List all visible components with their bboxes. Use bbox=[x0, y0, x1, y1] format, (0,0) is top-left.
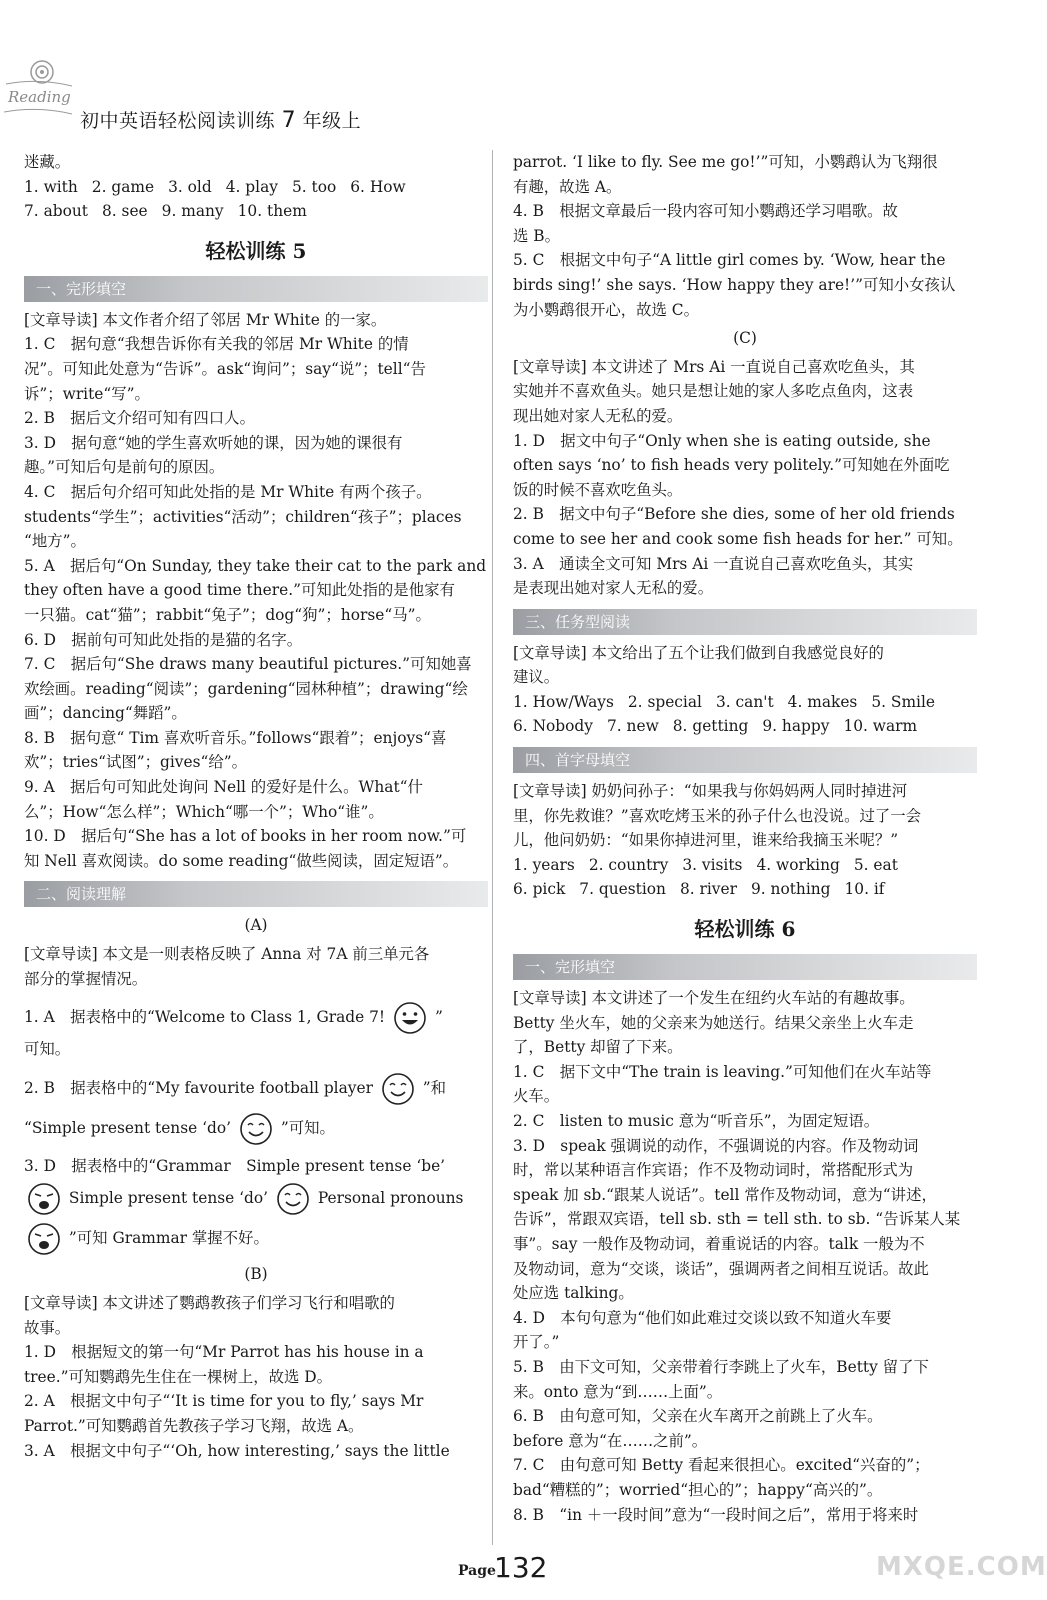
text-span: ”和 bbox=[422, 1078, 447, 1097]
text-line: 火车。 bbox=[513, 1087, 560, 1106]
text-line: [文章导读] 本文讲述了 Mrs Ai 一直说自己喜欢吃鱼头，其 bbox=[513, 357, 915, 376]
grade-number: 7 bbox=[281, 108, 297, 133]
text-line: [文章导读] 本文给出了五个让我们做到自我感觉良好的 bbox=[513, 643, 884, 662]
answer-item: 3. old bbox=[168, 177, 212, 196]
lesson-heading: 轻松训练 6 bbox=[694, 917, 796, 942]
answer-a2-line2 bbox=[24, 1108, 488, 1148]
text-line: 么”；How“怎么样”；Which“哪一个”；Who“谁”。 bbox=[24, 802, 384, 821]
text-line: 1. D 根据短文的第一句“Mr Parrot has his house in a bbox=[24, 1343, 424, 1362]
text-line: 为小鹦鹉很开心，故选 C。 bbox=[513, 300, 699, 319]
answer-item: 1. with bbox=[24, 177, 78, 196]
text-line: Betty 坐火车，她的父亲来为她送行。结果父亲坐上火车走 bbox=[513, 1013, 914, 1032]
text-span: 1. A 据表格中的“Welcome to Class 1, Grade 7! bbox=[24, 1008, 386, 1027]
page-number: 132 bbox=[494, 1551, 548, 1584]
cloze-explanations bbox=[24, 308, 488, 874]
answer-item: 5. eat bbox=[853, 855, 898, 874]
answer-row bbox=[513, 877, 977, 902]
answer-item: 6. Nobody bbox=[513, 717, 593, 736]
text-line: tree.”可知鹦鹉先生住在一棵树上，故选 D。 bbox=[24, 1367, 333, 1386]
text-line: 3. D speak 强调说的动作，不强调说的内容。作及物动词 bbox=[513, 1136, 919, 1155]
answer-item: 7. new bbox=[606, 717, 659, 736]
answer-item: 3. can't bbox=[715, 692, 774, 711]
text-line: 儿，他问奶奶：“如果你掉进河里，谁来给我摘玉米呢？” bbox=[513, 831, 899, 850]
text-span: ”可知。 bbox=[280, 1118, 335, 1137]
answer-row bbox=[24, 199, 488, 224]
answer-item: 8. see bbox=[101, 202, 148, 221]
section-title: 二、阅读理解 bbox=[36, 885, 127, 904]
text-line: 5. A 据后句“On Sunday, they take their cat to the park and bbox=[24, 556, 487, 575]
left-column bbox=[24, 150, 488, 1463]
answer-item: 6. How bbox=[350, 177, 406, 196]
cloze-explanations bbox=[513, 986, 977, 1527]
text-line: 实她并不喜欢鱼头。她只是想让她的家人多吃点鱼肉，这表 bbox=[513, 382, 914, 401]
text-line: 是表现出她对家人无私的爱。 bbox=[513, 579, 714, 598]
column-divider bbox=[492, 150, 493, 1545]
answer-item: 7. question bbox=[579, 880, 666, 899]
answer-item: 9. many bbox=[161, 202, 224, 221]
passage-label: (C) bbox=[733, 329, 757, 348]
text-line: [文章导读] 奶奶问孙子：“如果我与你妈妈两人同时掉进河 bbox=[513, 782, 908, 801]
text-line: 4. C 据后句介绍可知此处指的是 Mr White 有两个孩子。 bbox=[24, 482, 432, 501]
text-line: 5. B 由下文可知，父亲带着行李跳上了火车，Betty 留了下 bbox=[513, 1357, 929, 1376]
text-line: bad“糟糕的”；worried“担心的”；happy“高兴的”。 bbox=[513, 1480, 883, 1499]
text-line: [文章导读] 本文讲述了鹦鹉教孩子们学习飞行和唱歌的 bbox=[24, 1294, 395, 1312]
section-banner bbox=[24, 276, 488, 302]
answer-item: 10. if bbox=[844, 880, 885, 899]
text-line: 1. C 据下文中“The train is leaving.”可知他们在火车站等 bbox=[513, 1062, 932, 1081]
text-line: 5. C 根据文中句子“A little girl comes by. ‘Wow, hear the bbox=[513, 251, 946, 270]
text-line: 告诉”，常跟双宾语，tell sb. sth = tell sth. to sb. “告诉某人某 bbox=[513, 1210, 961, 1229]
passage-c-explanations bbox=[513, 355, 977, 601]
answer-item: 7. about bbox=[24, 202, 88, 221]
text-line: 有趣，故选 A。 bbox=[513, 177, 622, 196]
text-line: parrot. ‘I like to fly. See me go!’”可知，小鹦鹉认为飞翔很 bbox=[513, 153, 938, 171]
section-banner bbox=[513, 954, 977, 980]
text-line: [文章导读] 本文作者介绍了邻居 Mr White 的一家。 bbox=[24, 310, 387, 329]
text-line: 选 B。 bbox=[513, 226, 560, 245]
passage-b-continued bbox=[513, 150, 977, 322]
text-span: ” bbox=[434, 1008, 443, 1027]
text-line: speak 加 sb.“跟某人说话”。tell 常作及物动词，意为“讲述， bbox=[513, 1185, 937, 1204]
answer-a3-line3 bbox=[24, 1218, 488, 1258]
text-line: 2. A 根据文中句子“‘It is time for you to fly,’ says Mr bbox=[24, 1392, 424, 1411]
text-line: 来。onto 意为“到……上面”。 bbox=[513, 1382, 723, 1401]
answer-item: 1. years bbox=[513, 855, 575, 874]
answer-a2 bbox=[24, 1068, 488, 1108]
text-line: 一只猫。cat“猫”；rabbit“兔子”；dog“狗”；horse“马”。 bbox=[24, 605, 431, 624]
reading-logo-icon bbox=[2, 58, 74, 128]
text-line: 趣。”可知后句是前句的原因。 bbox=[24, 458, 225, 477]
answer-item: 5. Smile bbox=[871, 692, 936, 711]
sad-face-icon bbox=[27, 1222, 61, 1256]
text-line: 处应选 talking。 bbox=[513, 1284, 634, 1303]
answer-item: 8. getting bbox=[672, 717, 749, 736]
sad-face-icon bbox=[27, 1182, 61, 1216]
text-line: 4. D 本句句意为“他们如此难过交谈以致不知道火车要 bbox=[513, 1308, 892, 1327]
text-span: “Simple present tense ‘do’ bbox=[24, 1118, 232, 1137]
text-span: 2. B 据表格中的“My favourite football player bbox=[24, 1078, 373, 1097]
text-line: 现出她对家人无私的爱。 bbox=[513, 406, 683, 425]
text-line: 欢”；tries“试图”；gives“给”。 bbox=[24, 753, 248, 772]
answer-item: 6. pick bbox=[513, 880, 566, 899]
grade-suffix: 年级上 bbox=[302, 110, 362, 132]
answer-row bbox=[24, 175, 488, 200]
answer-a3-line2 bbox=[24, 1178, 488, 1218]
smile-face-icon bbox=[239, 1112, 273, 1146]
text-line: 2. B 据文中句子“Before she dies, some of her old friends bbox=[513, 505, 955, 524]
text-line: 时，常以某种语言作宾语；作不及物动词时，常搭配形式为 bbox=[513, 1161, 914, 1180]
section-banner bbox=[513, 609, 977, 635]
text-line: 1. D 据文中句子“Only when she is eating outside, she bbox=[513, 431, 931, 450]
text-line: 饭的时候不喜欢吃鱼头。 bbox=[513, 480, 683, 499]
text-line: 可知。 bbox=[24, 1040, 71, 1059]
answer-row bbox=[513, 690, 977, 715]
text-line: 建议。 bbox=[513, 668, 560, 687]
answer-row bbox=[513, 714, 977, 739]
page-footer bbox=[0, 1545, 996, 1600]
text-span: ”可知 Grammar 掌握不好。 bbox=[68, 1229, 269, 1248]
book-title bbox=[80, 106, 361, 133]
page-header bbox=[0, 0, 996, 150]
text-span: Personal pronouns bbox=[317, 1189, 464, 1208]
text-line: 7. C 由句意可知 Betty 看起来很担心。excited“兴奋的”； bbox=[513, 1456, 930, 1475]
text-line: they often have a good time there.”可知此处指的是他家有 bbox=[24, 581, 455, 600]
text-line: 3. A 根据文中句子“‘Oh, how interesting,’ says the little bbox=[24, 1441, 450, 1460]
section-title: 三、任务型阅读 bbox=[525, 612, 631, 631]
answer-item: 4. working bbox=[756, 855, 840, 874]
text-line: 3. A 通读全文可知 Mrs Ai 一直说自己喜欢吃鱼头，其实 bbox=[513, 554, 914, 573]
initial-letter-intro bbox=[513, 779, 977, 853]
answer-item: 10. warm bbox=[843, 717, 918, 736]
text-line: 了，Betty 却留了下来。 bbox=[513, 1038, 683, 1057]
answer-item: 9. happy bbox=[762, 717, 830, 736]
passage-label: (A) bbox=[244, 916, 268, 935]
text-line: 欢绘画。reading“阅读”；gardening“园林种植”；drawing“绘 bbox=[24, 679, 468, 698]
section-banner bbox=[24, 881, 488, 907]
text-line: 故事。 bbox=[24, 1318, 71, 1337]
text-line: [文章导读] 本文是一则表格反映了 Anna 对 7A 前三单元各 bbox=[24, 945, 430, 964]
text-line: Parrot.”可知鹦鹉首先教孩子学习飞翔，故选 A。 bbox=[24, 1416, 364, 1435]
text-line: 3. D 据表格中的“Grammar Simple present tense ‘be’ bbox=[24, 1156, 446, 1175]
answer-item: 2. game bbox=[91, 177, 155, 196]
lesson-heading: 轻松训练 5 bbox=[205, 238, 307, 263]
section-title: 一、完形填空 bbox=[36, 279, 127, 298]
text-line: 10. D 据后句“She has a lot of books in her room now.”可 bbox=[24, 827, 467, 846]
text-line: 6. B 由句意可知，父亲在火车离开之前跳上了火车。 bbox=[513, 1407, 883, 1426]
answer-a1 bbox=[24, 997, 488, 1037]
answer-item: 4. play bbox=[225, 177, 278, 196]
right-column bbox=[513, 150, 977, 1527]
answer-item: 10. them bbox=[237, 202, 307, 221]
text-line: 8. B “in ＋一段时间”意为“一段时间之后”，常用于将来时 bbox=[513, 1505, 919, 1524]
text-line: 开了。” bbox=[513, 1333, 560, 1352]
text-line: 诉”；write“写”。 bbox=[24, 384, 150, 403]
text-span: Simple present tense ‘do’ bbox=[68, 1189, 269, 1208]
text-line: 4. B 根据文章最后一段内容可知小鹦鹉还学习唱歌。故 bbox=[513, 202, 898, 221]
text-line: students“学生”；activities“活动”；children“孩子”；places bbox=[24, 507, 462, 526]
text-line: 6. D 据前句可知此处指的是猫的名字。 bbox=[24, 630, 303, 649]
page-label: Page bbox=[458, 1563, 496, 1579]
text-line: “地方”。 bbox=[24, 532, 86, 551]
answer-row bbox=[513, 853, 977, 878]
book-title-text: 初中英语轻松阅读训练 bbox=[80, 110, 276, 132]
text-line: 9. A 据后句可知此处询问 Nell 的爱好是什么。What“什 bbox=[24, 778, 423, 797]
passage-b-explanations bbox=[24, 1291, 488, 1463]
text-line: 事”。say 一般作及物动词，着重说话的内容。talk 一般为不 bbox=[513, 1234, 925, 1253]
answer-item: 3. visits bbox=[682, 855, 743, 874]
answer-item: 4. makes bbox=[787, 692, 858, 711]
section-title: 四、首字母填空 bbox=[525, 751, 631, 770]
answer-item: 5. too bbox=[291, 177, 337, 196]
answer-item: 1. How/Ways bbox=[513, 692, 614, 711]
text-line: [文章导读] 本文讲述了一个发生在纽约火车站的有趣故事。 bbox=[513, 989, 915, 1008]
answer-item: 2. special bbox=[627, 692, 702, 711]
smile-face-icon bbox=[381, 1072, 415, 1106]
answer-item: 9. nothing bbox=[750, 880, 831, 899]
svg-text:Reading: Reading bbox=[8, 88, 71, 106]
text-line: 里，你先救谁？”喜欢吃烤玉米的孙子什么也没说。过了一会 bbox=[513, 806, 922, 825]
text-line: 部分的掌握情况。 bbox=[24, 969, 148, 988]
text-line: come to see her and cook some fish heads for her.” 可知。 bbox=[513, 529, 963, 548]
text-line: 知 Nell 喜欢阅读。do some reading“做些阅读，固定短语”。 bbox=[24, 851, 459, 870]
text-line: 及物动词，意为“交谈，谈话”，强调两者之间相互说话。故此 bbox=[513, 1259, 929, 1278]
text-line: 迷藏。 bbox=[24, 153, 71, 171]
section-title: 一、完形填空 bbox=[525, 958, 616, 977]
text-line: before 意为“在……之前”。 bbox=[513, 1431, 708, 1450]
answer-item: 8. river bbox=[679, 880, 737, 899]
big-smile-face-icon bbox=[393, 1001, 427, 1035]
text-line: 3. D 据句意“她的学生喜欢听她的课，因为她的课很有 bbox=[24, 433, 403, 452]
section-banner bbox=[513, 747, 977, 773]
text-line: birds sing!’ she says. ‘How happy they are!’”可知小女孩认 bbox=[513, 275, 956, 294]
answer-item: 2. country bbox=[588, 855, 669, 874]
site-watermark: MXQE.COM bbox=[876, 1552, 1047, 1582]
text-line: 况”。可知此处意为“告诉”。ask“询问”；say“说”；tell“告 bbox=[24, 359, 426, 378]
passage-label: (B) bbox=[244, 1265, 268, 1284]
text-line: 8. B 据句意“ Tim 喜欢听音乐。”follows“跟着”；enjoys“喜 bbox=[24, 728, 447, 747]
text-line: 2. C listen to music 意为“听音乐”，为固定短语。 bbox=[513, 1112, 880, 1130]
text-line: often says ‘no’ to fish heads very politely.”可知她在外面吃 bbox=[513, 456, 950, 475]
task-intro bbox=[513, 641, 977, 690]
passage-a-intro bbox=[24, 942, 488, 991]
text-line: 画”；dancing“舞蹈”。 bbox=[24, 704, 187, 723]
text-line: 2. B 据后文介绍可知有四口人。 bbox=[24, 409, 255, 428]
text-line: 1. C 据句意“我想告诉你有关我的邻居 Mr White 的情 bbox=[24, 335, 409, 354]
smile-face-icon bbox=[276, 1182, 310, 1216]
text-line: 7. C 据后句“She draws many beautiful pictures.”可知她喜 bbox=[24, 655, 472, 674]
